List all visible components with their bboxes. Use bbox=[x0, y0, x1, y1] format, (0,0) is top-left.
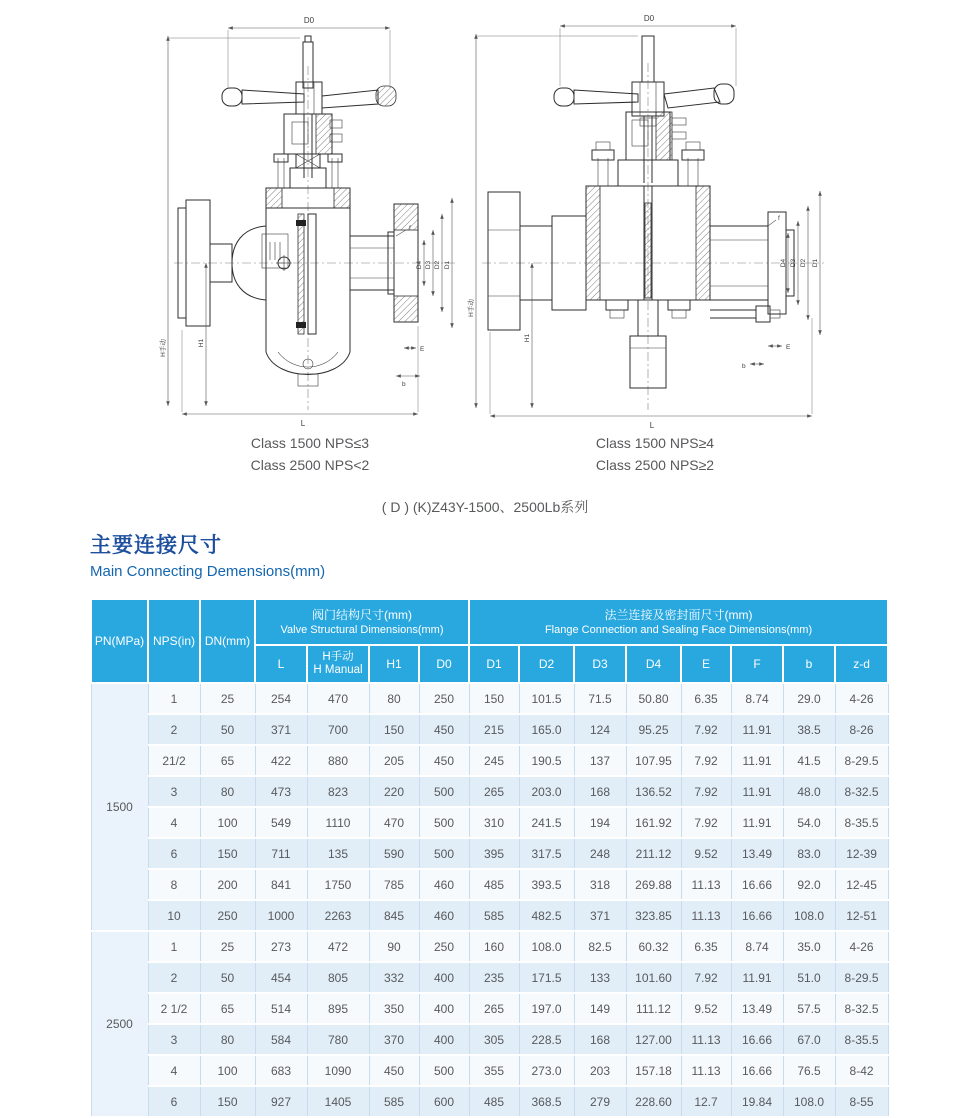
cell: 4-26 bbox=[835, 683, 888, 714]
cell: 323.85 bbox=[626, 900, 681, 931]
cell: 460 bbox=[419, 900, 469, 931]
cell: 8-26 bbox=[835, 714, 888, 745]
cell: 317.5 bbox=[519, 838, 574, 869]
header-dn: DN(mm) bbox=[200, 599, 255, 683]
cell: 470 bbox=[369, 807, 419, 838]
dim-label-d2: D2 bbox=[434, 260, 441, 270]
cell: 482.5 bbox=[519, 900, 574, 931]
cell: 200 bbox=[200, 869, 255, 900]
header-d4: D4 bbox=[626, 645, 681, 683]
cell: 4 bbox=[148, 807, 200, 838]
cell: 101.5 bbox=[519, 683, 574, 714]
cell: 472 bbox=[307, 931, 369, 962]
table-row bbox=[91, 683, 888, 714]
cell: 1110 bbox=[307, 807, 369, 838]
cell: 80 bbox=[369, 683, 419, 714]
cell: 350 bbox=[369, 993, 419, 1024]
dim-label-d3: D3 bbox=[425, 260, 432, 270]
cell: 11.91 bbox=[731, 807, 783, 838]
caption-line: Class 2500 NPS≥2 bbox=[595, 457, 715, 473]
cell: 3 bbox=[148, 1024, 200, 1055]
right-figure-caption bbox=[495, 432, 815, 476]
dim-label-d2: D2 bbox=[800, 258, 807, 268]
table-row bbox=[91, 714, 888, 745]
cell: 25 bbox=[200, 683, 255, 714]
header-h1: H1 bbox=[369, 645, 419, 683]
cell: 6 bbox=[148, 1086, 200, 1117]
cell: 38.5 bbox=[783, 714, 835, 745]
cell: 6 bbox=[148, 838, 200, 869]
table-row bbox=[91, 838, 888, 869]
cell: 368.5 bbox=[519, 1086, 574, 1117]
cell: 190.5 bbox=[519, 745, 574, 776]
cell: 168 bbox=[574, 1024, 626, 1055]
cell: 254 bbox=[255, 683, 307, 714]
header-valve-group-zh: 阀门结构尺寸(mm) bbox=[312, 608, 412, 622]
cell: 12.7 bbox=[681, 1086, 731, 1117]
cell: 2 bbox=[148, 714, 200, 745]
cell: 25 bbox=[200, 931, 255, 962]
cell: 683 bbox=[255, 1055, 307, 1086]
cell: 65 bbox=[200, 993, 255, 1024]
header-valve-group bbox=[255, 599, 469, 645]
pn-group-label: 2500 bbox=[91, 931, 148, 1117]
cell: 197.0 bbox=[519, 993, 574, 1024]
header-d3: D3 bbox=[574, 645, 626, 683]
cell: 1750 bbox=[307, 869, 369, 900]
cell: 500 bbox=[419, 838, 469, 869]
cell: 250 bbox=[200, 900, 255, 931]
table-row bbox=[91, 900, 888, 931]
dim-label-h1: H1 bbox=[524, 333, 531, 343]
cell: 585 bbox=[469, 900, 519, 931]
cell: 395 bbox=[469, 838, 519, 869]
cell: 7.92 bbox=[681, 807, 731, 838]
cell: 80 bbox=[200, 776, 255, 807]
cell: 8.74 bbox=[731, 683, 783, 714]
table-row bbox=[91, 745, 888, 776]
header-valve-group-en: Valve Structural Dimensions(mm) bbox=[280, 624, 444, 636]
cell: 41.5 bbox=[783, 745, 835, 776]
header-d2: D2 bbox=[519, 645, 574, 683]
cell: 473 bbox=[255, 776, 307, 807]
cell: 279 bbox=[574, 1086, 626, 1117]
cell: 168 bbox=[574, 776, 626, 807]
cell: 9.52 bbox=[681, 993, 731, 1024]
cell: 485 bbox=[469, 869, 519, 900]
cell: 211.12 bbox=[626, 838, 681, 869]
cell: 11.91 bbox=[731, 714, 783, 745]
header-flange-group bbox=[469, 599, 888, 645]
cell: 273.0 bbox=[519, 1055, 574, 1086]
table-row bbox=[91, 776, 888, 807]
cell: 305 bbox=[469, 1024, 519, 1055]
dim-label-d4: D4 bbox=[780, 258, 787, 268]
cell: 371 bbox=[255, 714, 307, 745]
grease-fitting bbox=[710, 306, 780, 322]
cell: 11.13 bbox=[681, 869, 731, 900]
centerlines bbox=[174, 66, 456, 410]
cell: 228.5 bbox=[519, 1024, 574, 1055]
cell: 10 bbox=[148, 900, 200, 931]
header-f: F bbox=[731, 645, 783, 683]
cell: 355 bbox=[469, 1055, 519, 1086]
valve-body bbox=[178, 200, 350, 386]
cell: 160 bbox=[469, 931, 519, 962]
table-row bbox=[91, 993, 888, 1024]
header-h-manual bbox=[307, 645, 369, 683]
cell: 4-26 bbox=[835, 931, 888, 962]
cell: 400 bbox=[419, 962, 469, 993]
gate bbox=[262, 214, 316, 334]
cell: 48.0 bbox=[783, 776, 835, 807]
pn-group-label: 1500 bbox=[91, 683, 148, 931]
cell: 12-51 bbox=[835, 900, 888, 931]
cell: 7.92 bbox=[681, 776, 731, 807]
cell: 124 bbox=[574, 714, 626, 745]
cell: 600 bbox=[419, 1086, 469, 1117]
header-zd: z-d bbox=[835, 645, 888, 683]
cell: 149 bbox=[574, 993, 626, 1024]
cell: 880 bbox=[307, 745, 369, 776]
dim-label-f: f bbox=[778, 215, 780, 222]
table-row bbox=[91, 807, 888, 838]
cell: 205 bbox=[369, 745, 419, 776]
cell: 19.84 bbox=[731, 1086, 783, 1117]
cell: 108.0 bbox=[519, 931, 574, 962]
cell: 400 bbox=[419, 1024, 469, 1055]
dim-label-f: f bbox=[409, 225, 411, 232]
cell: 841 bbox=[255, 869, 307, 900]
dim-label-d3: D3 bbox=[790, 258, 797, 268]
cell: 11.13 bbox=[681, 1055, 731, 1086]
cell: 485 bbox=[469, 1086, 519, 1117]
cell: 9.52 bbox=[681, 838, 731, 869]
header-b: b bbox=[783, 645, 835, 683]
dim-label-l: L bbox=[300, 419, 306, 428]
handwheel bbox=[554, 82, 734, 116]
cell: 393.5 bbox=[519, 869, 574, 900]
cell: 8-32.5 bbox=[835, 776, 888, 807]
cell: 8-32.5 bbox=[835, 993, 888, 1024]
cell: 203.0 bbox=[519, 776, 574, 807]
cell: 823 bbox=[307, 776, 369, 807]
cell: 54.0 bbox=[783, 807, 835, 838]
cell: 248 bbox=[574, 838, 626, 869]
cell: 1 bbox=[148, 683, 200, 714]
cell: 50.80 bbox=[626, 683, 681, 714]
cell: 171.5 bbox=[519, 962, 574, 993]
header-h-manual-zh: H手动 bbox=[322, 651, 354, 663]
cell: 150 bbox=[200, 838, 255, 869]
table-body bbox=[91, 683, 888, 1117]
cell: 780 bbox=[307, 1024, 369, 1055]
cell: 165.0 bbox=[519, 714, 574, 745]
cell: 1405 bbox=[307, 1086, 369, 1117]
cell: 76.5 bbox=[783, 1055, 835, 1086]
cell: 8-29.5 bbox=[835, 745, 888, 776]
header-d1: D1 bbox=[469, 645, 519, 683]
cell: 137 bbox=[574, 745, 626, 776]
cell: 157.18 bbox=[626, 1055, 681, 1086]
cell: 80 bbox=[200, 1024, 255, 1055]
cell: 136.52 bbox=[626, 776, 681, 807]
cell: 2 bbox=[148, 962, 200, 993]
cell: 7.92 bbox=[681, 745, 731, 776]
cell: 500 bbox=[419, 776, 469, 807]
cell: 150 bbox=[369, 714, 419, 745]
cell: 65 bbox=[200, 745, 255, 776]
cell: 450 bbox=[369, 1055, 419, 1086]
cell: 235 bbox=[469, 962, 519, 993]
dimensions-table-wrap bbox=[90, 598, 880, 1118]
cell: 250 bbox=[419, 931, 469, 962]
cell: 8-29.5 bbox=[835, 962, 888, 993]
cell: 150 bbox=[200, 1086, 255, 1117]
cell: 7.92 bbox=[681, 714, 731, 745]
cell: 67.0 bbox=[783, 1024, 835, 1055]
caption-line: Class 1500 NPS≤3 bbox=[250, 435, 370, 451]
caption-line: Class 2500 NPS<2 bbox=[250, 457, 370, 473]
inlet-flange bbox=[488, 192, 586, 330]
dim-label-e: E bbox=[420, 346, 425, 353]
cell: 11.13 bbox=[681, 1024, 731, 1055]
dim-label-d0: D0 bbox=[303, 16, 315, 25]
cell: 13.49 bbox=[731, 838, 783, 869]
cell: 450 bbox=[419, 745, 469, 776]
cell: 265 bbox=[469, 993, 519, 1024]
dim-label-e: E bbox=[786, 344, 791, 351]
cell: 927 bbox=[255, 1086, 307, 1117]
cell: 514 bbox=[255, 993, 307, 1024]
cell: 470 bbox=[307, 683, 369, 714]
cell: 16.66 bbox=[731, 869, 783, 900]
cell: 450 bbox=[419, 714, 469, 745]
cell: 107.95 bbox=[626, 745, 681, 776]
cell: 11.91 bbox=[731, 776, 783, 807]
cell: 584 bbox=[255, 1024, 307, 1055]
cell: 785 bbox=[369, 869, 419, 900]
dim-label-d1: D1 bbox=[444, 260, 451, 270]
table-row bbox=[91, 1024, 888, 1055]
centerlines bbox=[482, 63, 824, 410]
left-figure-caption bbox=[160, 432, 460, 476]
cell: 108.0 bbox=[783, 1086, 835, 1117]
cell: 51.0 bbox=[783, 962, 835, 993]
header-h-manual-en: H Manual bbox=[313, 664, 363, 676]
dim-label-b: b bbox=[402, 381, 406, 388]
cell: 273 bbox=[255, 931, 307, 962]
dimension-lines bbox=[466, 14, 820, 430]
cell: 8-35.5 bbox=[835, 1024, 888, 1055]
cell: 100 bbox=[200, 1055, 255, 1086]
cell: 1000 bbox=[255, 900, 307, 931]
cell: 500 bbox=[419, 1055, 469, 1086]
header-pn: PN(MPa) bbox=[91, 599, 148, 683]
cell: 8-35.5 bbox=[835, 807, 888, 838]
cell: 95.25 bbox=[626, 714, 681, 745]
header-flange-group-zh: 法兰连接及密封面尺寸(mm) bbox=[604, 608, 753, 622]
cell: 845 bbox=[369, 900, 419, 931]
cell: 1090 bbox=[307, 1055, 369, 1086]
header-l: L bbox=[255, 645, 307, 683]
cell: 100 bbox=[200, 807, 255, 838]
dim-label-h1: H1 bbox=[198, 338, 205, 348]
cell: 250 bbox=[419, 683, 469, 714]
header-flange-group-en: Flange Connection and Sealing Face Dimensions(mm) bbox=[544, 624, 813, 636]
cell: 332 bbox=[369, 962, 419, 993]
dimensions-table bbox=[90, 598, 889, 1118]
cell: 111.12 bbox=[626, 993, 681, 1024]
cell: 203 bbox=[574, 1055, 626, 1086]
cell: 35.0 bbox=[783, 931, 835, 962]
section-title-zh: 主要连接尺寸 bbox=[90, 534, 222, 557]
yoke-gland bbox=[284, 114, 342, 168]
cell: 549 bbox=[255, 807, 307, 838]
cell: 101.60 bbox=[626, 962, 681, 993]
cell: 318 bbox=[574, 869, 626, 900]
cell: 6.35 bbox=[681, 931, 731, 962]
cell: 310 bbox=[469, 807, 519, 838]
cell: 4 bbox=[148, 1055, 200, 1086]
cell: 29.0 bbox=[783, 683, 835, 714]
dim-label-b: b bbox=[742, 363, 746, 370]
cell: 370 bbox=[369, 1024, 419, 1055]
table-row bbox=[91, 869, 888, 900]
cell: 805 bbox=[307, 962, 369, 993]
cell: 6.35 bbox=[681, 683, 731, 714]
cell: 228.60 bbox=[626, 1086, 681, 1117]
cell: 60.32 bbox=[626, 931, 681, 962]
table-row bbox=[91, 962, 888, 993]
cell: 460 bbox=[419, 869, 469, 900]
cell: 50 bbox=[200, 962, 255, 993]
dim-label-d4: D4 bbox=[416, 260, 423, 270]
cell: 895 bbox=[307, 993, 369, 1024]
dim-label-h-manual: H手动 bbox=[160, 339, 167, 357]
cell: 8-42 bbox=[835, 1055, 888, 1086]
table-row bbox=[91, 931, 888, 962]
cell: 11.91 bbox=[731, 745, 783, 776]
cell: 16.66 bbox=[731, 1024, 783, 1055]
cell: 150 bbox=[469, 683, 519, 714]
cell: 83.0 bbox=[783, 838, 835, 869]
cell: 422 bbox=[255, 745, 307, 776]
cell: 590 bbox=[369, 838, 419, 869]
right-valve-drawing bbox=[468, 8, 828, 433]
cell: 50 bbox=[200, 714, 255, 745]
cell: 711 bbox=[255, 838, 307, 869]
cell: 12-45 bbox=[835, 869, 888, 900]
cell: 700 bbox=[307, 714, 369, 745]
header-d0: D0 bbox=[419, 645, 469, 683]
cell: 7.92 bbox=[681, 962, 731, 993]
section-title-en: Main Connecting Demensions(mm) bbox=[90, 563, 326, 580]
cell: 16.66 bbox=[731, 900, 783, 931]
cell: 194 bbox=[574, 807, 626, 838]
dim-label-l: L bbox=[649, 421, 655, 430]
cell: 21/2 bbox=[148, 745, 200, 776]
cell: 57.5 bbox=[783, 993, 835, 1024]
cell: 12-39 bbox=[835, 838, 888, 869]
header-nps: NPS(in) bbox=[148, 599, 200, 683]
cell: 133 bbox=[574, 962, 626, 993]
cell: 8-55 bbox=[835, 1086, 888, 1117]
cell: 82.5 bbox=[574, 931, 626, 962]
cell: 127.00 bbox=[626, 1024, 681, 1055]
cell: 269.88 bbox=[626, 869, 681, 900]
cell: 16.66 bbox=[731, 1055, 783, 1086]
table-row bbox=[91, 1055, 888, 1086]
cell: 371 bbox=[574, 900, 626, 931]
cell: 92.0 bbox=[783, 869, 835, 900]
cell: 454 bbox=[255, 962, 307, 993]
cell: 8 bbox=[148, 869, 200, 900]
cell: 220 bbox=[369, 776, 419, 807]
cell: 13.49 bbox=[731, 993, 783, 1024]
cell: 11.91 bbox=[731, 962, 783, 993]
dim-label-h-manual: H手动 bbox=[468, 299, 475, 317]
cell: 241.5 bbox=[519, 807, 574, 838]
cell: 265 bbox=[469, 776, 519, 807]
handwheel bbox=[222, 82, 396, 114]
cell: 135 bbox=[307, 838, 369, 869]
cell: 500 bbox=[419, 807, 469, 838]
cell: 400 bbox=[419, 993, 469, 1024]
cell: 585 bbox=[369, 1086, 419, 1117]
cell: 2 1/2 bbox=[148, 993, 200, 1024]
cell: 245 bbox=[469, 745, 519, 776]
cell: 11.13 bbox=[681, 900, 731, 931]
cell: 215 bbox=[469, 714, 519, 745]
dim-label-d1: D1 bbox=[812, 258, 819, 268]
cell: 8.74 bbox=[731, 931, 783, 962]
left-valve-drawing bbox=[158, 8, 458, 433]
cell: 108.0 bbox=[783, 900, 835, 931]
header-e: E bbox=[681, 645, 731, 683]
cell: 161.92 bbox=[626, 807, 681, 838]
cell: 3 bbox=[148, 776, 200, 807]
series-caption: ( D ) (K)Z43Y-1500、2500Lb系列 bbox=[381, 499, 589, 515]
dim-label-d0: D0 bbox=[643, 14, 655, 23]
cell: 2263 bbox=[307, 900, 369, 931]
table-row bbox=[91, 1086, 888, 1117]
cell: 71.5 bbox=[574, 683, 626, 714]
caption-line: Class 1500 NPS≥4 bbox=[595, 435, 715, 451]
cell: 90 bbox=[369, 931, 419, 962]
cell: 1 bbox=[148, 931, 200, 962]
